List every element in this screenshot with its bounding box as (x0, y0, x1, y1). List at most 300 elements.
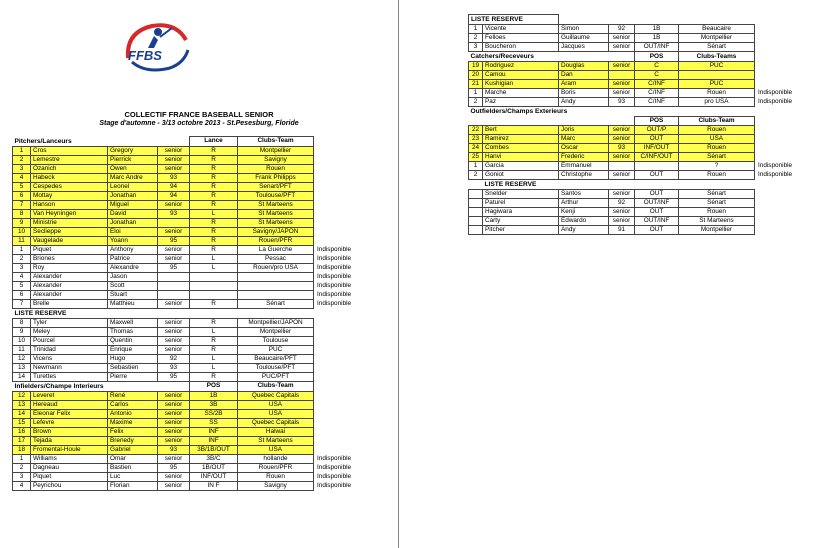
pitcher-club: Rouen (238, 164, 314, 173)
pitcher-club (238, 281, 314, 290)
outfielder-reserve-availability (755, 208, 817, 217)
pitcher-availability (314, 227, 374, 236)
infielder-availability (314, 391, 374, 400)
pitcher-reserve-number: 11 (13, 345, 31, 354)
pitcher-position: R (190, 155, 238, 164)
pitcher-club (238, 290, 314, 299)
pitcher-reserve-row (13, 336, 374, 345)
outfielder-position: INF/OUT (635, 144, 679, 153)
pitcher-last-name: Lemestre (31, 155, 108, 164)
infielder-availability (314, 409, 374, 418)
pitcher-reserve-number: 14 (13, 372, 31, 381)
pitcher-position (190, 290, 238, 299)
pitcher-reserve-club: Montpellier/JAPON (238, 318, 314, 327)
infielder-age: senior (158, 436, 190, 445)
pitcher-reserve-position: L (190, 354, 238, 363)
outfielder-reserve-first-name: Edwardo (559, 217, 609, 226)
infielder-availability (314, 427, 374, 436)
outfielder-reserve-availability (755, 199, 817, 208)
pitcher-reserve-number: 13 (13, 363, 31, 372)
infielders-col-pos: POS (190, 381, 238, 391)
infielder-number: 1 (13, 454, 31, 463)
pitcher-reserve-row (13, 363, 374, 372)
infielder-club: hollande (238, 454, 314, 463)
infielder-first-name: René (108, 391, 158, 400)
pitcher-row (13, 155, 374, 164)
pitcher-age (158, 272, 190, 281)
pitcher-reserve-club: Beaucaire/PFT (238, 354, 314, 363)
catcher-position: C/INF (635, 89, 679, 98)
outfielder-reserve-age: 91 (609, 226, 635, 235)
infielder-row (13, 454, 374, 463)
catcher-club: PUC (679, 62, 755, 71)
infielder-last-name: Eleonar Felix (31, 409, 108, 418)
outfielder-age (609, 162, 635, 171)
outfielder-reserve-age: senior (609, 190, 635, 199)
outfielders-col-club: Clubs-Team (679, 117, 755, 126)
pitcher-club: Frank Philipps (238, 173, 314, 182)
catcher-availability: Indisponible (758, 98, 793, 105)
pitcher-availability (314, 218, 374, 227)
catcher-last-name: Camou (483, 71, 559, 80)
outfielder-availability (755, 144, 817, 153)
infielder-number: 18 (13, 445, 31, 454)
infielder-reserve-last-name: Felloes (483, 34, 559, 43)
pitcher-age (158, 218, 190, 227)
pitcher-age: senior (158, 227, 190, 236)
infielder-row (13, 436, 374, 445)
infielder-reserve-number: 3 (469, 43, 483, 52)
pitcher-first-name: Marc Andre (108, 173, 158, 182)
infielder-last-name: Piquet (31, 472, 108, 481)
pitcher-reserve-availability (314, 327, 374, 336)
catchers-section-label: Catchers/Receveurs (470, 53, 534, 60)
pitcher-reserve-age: 92 (158, 354, 190, 363)
infielder-reserve-number: 2 (469, 34, 483, 43)
pitcher-availability (314, 164, 374, 173)
pitcher-number: 8 (13, 209, 31, 218)
pitcher-reserve-row (13, 372, 374, 381)
infielder-row (13, 445, 374, 454)
outfielder-availability: Indisponible (758, 162, 793, 169)
infielder-availability: Indisponible (317, 454, 352, 462)
pitcher-reserve-position: R (190, 372, 238, 381)
pitcher-reserve-last-name: Newmann (31, 363, 108, 372)
outfielder-age: senior (609, 171, 635, 180)
pitcher-availability: Indisponible (317, 245, 352, 253)
pitcher-position (190, 281, 238, 290)
pitcher-last-name: Cros (31, 146, 108, 155)
pitcher-reserve-position: R (190, 318, 238, 327)
pitcher-reserve-club: Toulouse/PFT (238, 363, 314, 372)
catcher-first-name: Dan (559, 71, 609, 80)
pitcher-last-name: Roy (31, 263, 108, 272)
outfielder-last-name: Bert (483, 126, 559, 135)
outfielder-first-name: Oscar (559, 144, 609, 153)
infielder-first-name: Carlos (108, 400, 158, 409)
outfielder-first-name: Frederic (559, 153, 609, 162)
catchers-col-pos: POS (635, 52, 679, 62)
infielder-position: INF/OUT (190, 472, 238, 481)
catcher-row (469, 89, 817, 98)
pitcher-availability (314, 155, 374, 164)
pitcher-club: St Marteens (238, 218, 314, 227)
infielder-first-name: Bastien (108, 463, 158, 472)
pitcher-number: 10 (13, 227, 31, 236)
pitcher-last-name: Alexander (31, 272, 108, 281)
infielders-reserve-label: LISTE RESERVE (469, 15, 559, 25)
infielder-last-name: Lefevre (31, 418, 108, 427)
pitcher-position: R (190, 245, 238, 254)
infielder-position: 3B/C (190, 454, 238, 463)
pitcher-reserve-number: 9 (13, 327, 31, 336)
pitcher-club: Savigny/JAPON (238, 227, 314, 236)
infielder-number: 12 (13, 391, 31, 400)
infielder-last-name: Williams (31, 454, 108, 463)
right-table (468, 14, 817, 235)
outfielder-availability: Indisponible (758, 171, 793, 178)
outfielder-reserve-position: OUT/INF (635, 217, 679, 226)
outfielder-reserve-club: Sénart (679, 190, 755, 199)
infielders-col-club: Clubs-Team (238, 381, 314, 391)
pitcher-number: 7 (13, 200, 31, 209)
infielder-number: 13 (13, 400, 31, 409)
pitcher-row (13, 299, 374, 308)
pitcher-position: L (190, 263, 238, 272)
pitcher-last-name: Vaugelade (31, 236, 108, 245)
outfielder-first-name: Marc (559, 135, 609, 144)
catcher-position: C (635, 71, 679, 80)
pitcher-reserve-row (13, 345, 374, 354)
infielder-club: Rouen/PFR (238, 463, 314, 472)
pitcher-reserve-age: senior (158, 336, 190, 345)
pitcher-row (13, 290, 374, 299)
pitcher-reserve-club: PUC (238, 345, 314, 354)
catcher-number: 1 (469, 89, 483, 98)
infielder-position: 3B/1B/OUT (190, 445, 238, 454)
pitcher-availability: Indisponible (317, 254, 352, 262)
infielder-reserve-row (469, 25, 817, 34)
pitcher-row (13, 245, 374, 254)
pitchers-col-club: Clubs-Team (238, 137, 314, 147)
pitcher-reserve-last-name: Trinidad (31, 345, 108, 354)
outfielder-reserve-row (469, 208, 817, 217)
infielder-first-name: Luc (108, 472, 158, 481)
infielder-row (13, 391, 374, 400)
pitcher-row (13, 173, 374, 182)
infielder-age: senior (158, 427, 190, 436)
pitcher-age: senior (158, 299, 190, 308)
pitcher-reserve-position: R (190, 345, 238, 354)
outfielder-position: OUT/P (635, 126, 679, 135)
outfielder-reserve-number (469, 190, 483, 199)
pitchers-header-row (13, 137, 374, 147)
catcher-first-name: Boris (559, 89, 609, 98)
pitcher-club: St Marteens (238, 209, 314, 218)
outfielder-reserve-first-name: Kenji (559, 208, 609, 217)
pitcher-age: 93 (158, 173, 190, 182)
outfielders-col-pos: POS (635, 117, 679, 126)
outfielder-reserve-position: OUT (635, 190, 679, 199)
infielder-reserve-position: OUT/INF (635, 43, 679, 52)
pitcher-reserve-last-name: Vicens (31, 354, 108, 363)
pitcher-reserve-availability (314, 318, 374, 327)
outfielder-row (469, 162, 817, 171)
pitcher-first-name: Eloi (108, 227, 158, 236)
outfielder-number: 24 (469, 144, 483, 153)
outfielder-reserve-last-name: Pitcher (483, 226, 559, 235)
pitcher-club: Senart/PFT (238, 182, 314, 191)
outfielder-reserve-first-name: Arthur (559, 199, 609, 208)
infielder-reserve-position: 1B (635, 25, 679, 34)
infielder-reserve-availability (755, 43, 817, 52)
catcher-last-name: Kushigian (483, 80, 559, 89)
pitcher-age: senior (158, 164, 190, 173)
pitcher-reserve-first-name: Hugo (108, 354, 158, 363)
pitcher-reserve-row (13, 327, 374, 336)
outfielder-reserve-club: Sénart (679, 199, 755, 208)
catcher-first-name: Andy (559, 98, 609, 107)
pitcher-first-name: Gregory (108, 146, 158, 155)
catcher-position: C (635, 62, 679, 71)
outfielder-age: senior (609, 135, 635, 144)
pitcher-reserve-row (13, 354, 374, 363)
outfielder-reserve-first-name: Santos (559, 190, 609, 199)
pitcher-availability (314, 146, 374, 155)
outfielder-first-name: Emmanuel (559, 162, 609, 171)
outfielder-reserve-number (469, 199, 483, 208)
catcher-age: senior (609, 89, 635, 98)
outfielder-age: senior (609, 126, 635, 135)
catcher-club: Rouen (679, 89, 755, 98)
infielder-last-name: Hereaud (31, 400, 108, 409)
pitcher-reserve-number: 12 (13, 354, 31, 363)
pitcher-last-name: Piquet (31, 245, 108, 254)
infielder-position: INF (190, 427, 238, 436)
infielder-number: 15 (13, 418, 31, 427)
pitcher-club (238, 272, 314, 281)
catcher-position: C/INF (635, 80, 679, 89)
infielder-row (13, 418, 374, 427)
pitcher-reserve-age: 93 (158, 363, 190, 372)
outfielder-reserve-number (469, 226, 483, 235)
infielder-age: senior (158, 481, 190, 490)
catchers-col-club: Clubs-Teams (679, 52, 755, 62)
infielder-reserve-first-name: Simon (559, 25, 609, 34)
pitcher-reserve-last-name: Tyler (31, 318, 108, 327)
pitcher-last-name: Ministrie (31, 218, 108, 227)
pitcher-last-name: Alexander (31, 290, 108, 299)
outfielder-availability (755, 135, 817, 144)
pitcher-reserve-last-name: Pourcel (31, 336, 108, 345)
pitcher-position: R (190, 146, 238, 155)
pitcher-club: La Guerche (238, 245, 314, 254)
logo-text: FFBS (128, 48, 162, 63)
outfielder-age: 93 (609, 144, 635, 153)
pitcher-availability (314, 200, 374, 209)
outfielders-reserve-label: LISTE RESERVE (484, 181, 537, 188)
pitcher-reserve-club: Toulouse (238, 336, 314, 345)
infielder-age: senior (158, 454, 190, 463)
infielder-reserve-club: Montpellier (679, 34, 755, 43)
pitcher-reserve-availability (314, 345, 374, 354)
catcher-row (469, 80, 817, 89)
infielder-club: Savigny (238, 481, 314, 490)
outfielder-position (635, 162, 679, 171)
infielder-last-name: Dagneau (31, 463, 108, 472)
infielder-position: INF (190, 436, 238, 445)
outfielder-row (469, 135, 817, 144)
pitcher-first-name: Yoann (108, 236, 158, 245)
outfielder-reserve-availability (755, 226, 817, 235)
pitcher-reserve-row (13, 318, 374, 327)
outfielder-reserve-club: Montpellier (679, 226, 755, 235)
pitcher-last-name: Ozanich (31, 164, 108, 173)
pitcher-reserve-first-name: Thomas (108, 327, 158, 336)
outfielder-first-name: Joris (559, 126, 609, 135)
pitcher-row (13, 200, 374, 209)
outfielder-position: C/INF/OUT (635, 153, 679, 162)
pitcher-first-name: David (108, 209, 158, 218)
infielder-reserve-last-name: Boucheron (483, 43, 559, 52)
catcher-number: 20 (469, 71, 483, 80)
pitcher-availability (314, 236, 374, 245)
pitcher-club: Toulouse/PFT (238, 191, 314, 200)
pitcher-row (13, 281, 374, 290)
outfielder-reserve-club: Rouen (679, 208, 755, 217)
outfielder-reserve-row (469, 217, 817, 226)
pitcher-first-name: Alexandre (108, 263, 158, 272)
infielder-number: 3 (13, 472, 31, 481)
pitcher-availability (314, 209, 374, 218)
catcher-availability: Indisponible (758, 89, 793, 96)
outfielder-reserve-first-name: Andy (559, 226, 609, 235)
infielder-club: Halwai (238, 427, 314, 436)
pitcher-position: R (190, 182, 238, 191)
pitcher-first-name: Pierrick (108, 155, 158, 164)
catcher-first-name: Aram (559, 80, 609, 89)
pitcher-availability (314, 191, 374, 200)
infielder-reserve-last-name: Vicente (483, 25, 559, 34)
pitcher-reserve-age: senior (158, 327, 190, 336)
pitcher-age: senior (158, 155, 190, 164)
pitchers-table (12, 136, 374, 491)
pitcher-age: 93 (158, 209, 190, 218)
pitcher-reserve-age: senior (158, 318, 190, 327)
pitcher-position: R (190, 236, 238, 245)
outfielder-reserve-age: senior (609, 217, 635, 226)
catcher-number: 21 (469, 80, 483, 89)
pitcher-first-name: Stuart (108, 290, 158, 299)
pitcher-availability: Indisponible (317, 263, 352, 271)
outfielder-position: OUT (635, 135, 679, 144)
infielder-first-name: Gabriel (108, 445, 158, 454)
catcher-availability (755, 62, 817, 71)
catcher-age: senior (609, 62, 635, 71)
infielder-first-name: Brenedy (108, 436, 158, 445)
pitcher-reserve-position: L (190, 363, 238, 372)
pitcher-age (158, 290, 190, 299)
catcher-number: 2 (469, 98, 483, 107)
pitcher-reserve-availability (314, 372, 374, 381)
infielder-reserve-availability (755, 25, 817, 34)
pitcher-number: 1 (13, 146, 31, 155)
infielder-position: 1B (190, 391, 238, 400)
outfielder-reserve-last-name: Hagiwara (483, 208, 559, 217)
outfielder-reserve-position: OUT (635, 208, 679, 217)
pitcher-row (13, 191, 374, 200)
pitcher-number: 2 (13, 155, 31, 164)
pitcher-reserve-last-name: Meley (31, 327, 108, 336)
infielder-number: 2 (13, 463, 31, 472)
infielder-reserve-row (469, 43, 817, 52)
pitcher-position: R (190, 200, 238, 209)
pitcher-club: Pessac (238, 254, 314, 263)
outfielder-club: USA (679, 135, 755, 144)
pitcher-number: 5 (13, 281, 31, 290)
catcher-availability (755, 71, 817, 80)
pitcher-row (13, 227, 374, 236)
infielder-reserve-first-name: Guillaume (559, 34, 609, 43)
pitcher-availability: Indisponible (317, 299, 352, 307)
infielder-availability (314, 436, 374, 445)
pitcher-last-name: Alexander (31, 281, 108, 290)
pitcher-availability (314, 182, 374, 191)
outfielder-reserve-last-name: Snelder (483, 190, 559, 199)
pitcher-number: 6 (13, 191, 31, 200)
infielder-reserve-age: 92 (609, 25, 635, 34)
infielder-first-name: Maxime (108, 418, 158, 427)
infielder-age: senior (158, 400, 190, 409)
outfielder-last-name: Ramirez (483, 135, 559, 144)
outfielder-number: 25 (469, 153, 483, 162)
outfielder-reserve-availability (755, 190, 817, 199)
pitcher-last-name: Briones (31, 254, 108, 263)
infielder-position: SS/2B (190, 409, 238, 418)
pitcher-reserve-last-name: Turettes (31, 372, 108, 381)
pitcher-reserve-number: 10 (13, 336, 31, 345)
outfielder-last-name: Garcia (483, 162, 559, 171)
pitcher-reserve-availability (314, 363, 374, 372)
outfielder-reserve-club: St Marteens (679, 217, 755, 226)
pitcher-last-name: Seclieppe (31, 227, 108, 236)
pitcher-row (13, 254, 374, 263)
infielder-first-name: Felix (108, 427, 158, 436)
catcher-age: senior (609, 80, 635, 89)
outfielder-last-name: Hanvi (483, 153, 559, 162)
pitcher-first-name: Leonel (108, 182, 158, 191)
catcher-position: C/INF (635, 98, 679, 107)
pitcher-position (190, 272, 238, 281)
outfielder-first-name: Christophe (559, 171, 609, 180)
infielder-row (13, 427, 374, 436)
infielder-club: St Marteens (238, 436, 314, 445)
catcher-availability (755, 80, 817, 89)
pitcher-availability: Indisponible (317, 290, 352, 298)
infielder-club: USA (238, 400, 314, 409)
outfielder-row (469, 126, 817, 135)
infielders-section-label: Infielders/Champe Interieurs (14, 382, 104, 390)
pitcher-age: senior (158, 200, 190, 209)
infielder-number: 16 (13, 427, 31, 436)
outfielder-row (469, 153, 817, 162)
pitcher-reserve-age: senior (158, 345, 190, 354)
outfielder-reserve-age: 92 (609, 199, 635, 208)
infielder-availability (314, 418, 374, 427)
pitcher-reserve-club: Montpellier (238, 327, 314, 336)
infielder-row (13, 481, 374, 490)
infielder-availability: Indisponible (317, 481, 352, 489)
